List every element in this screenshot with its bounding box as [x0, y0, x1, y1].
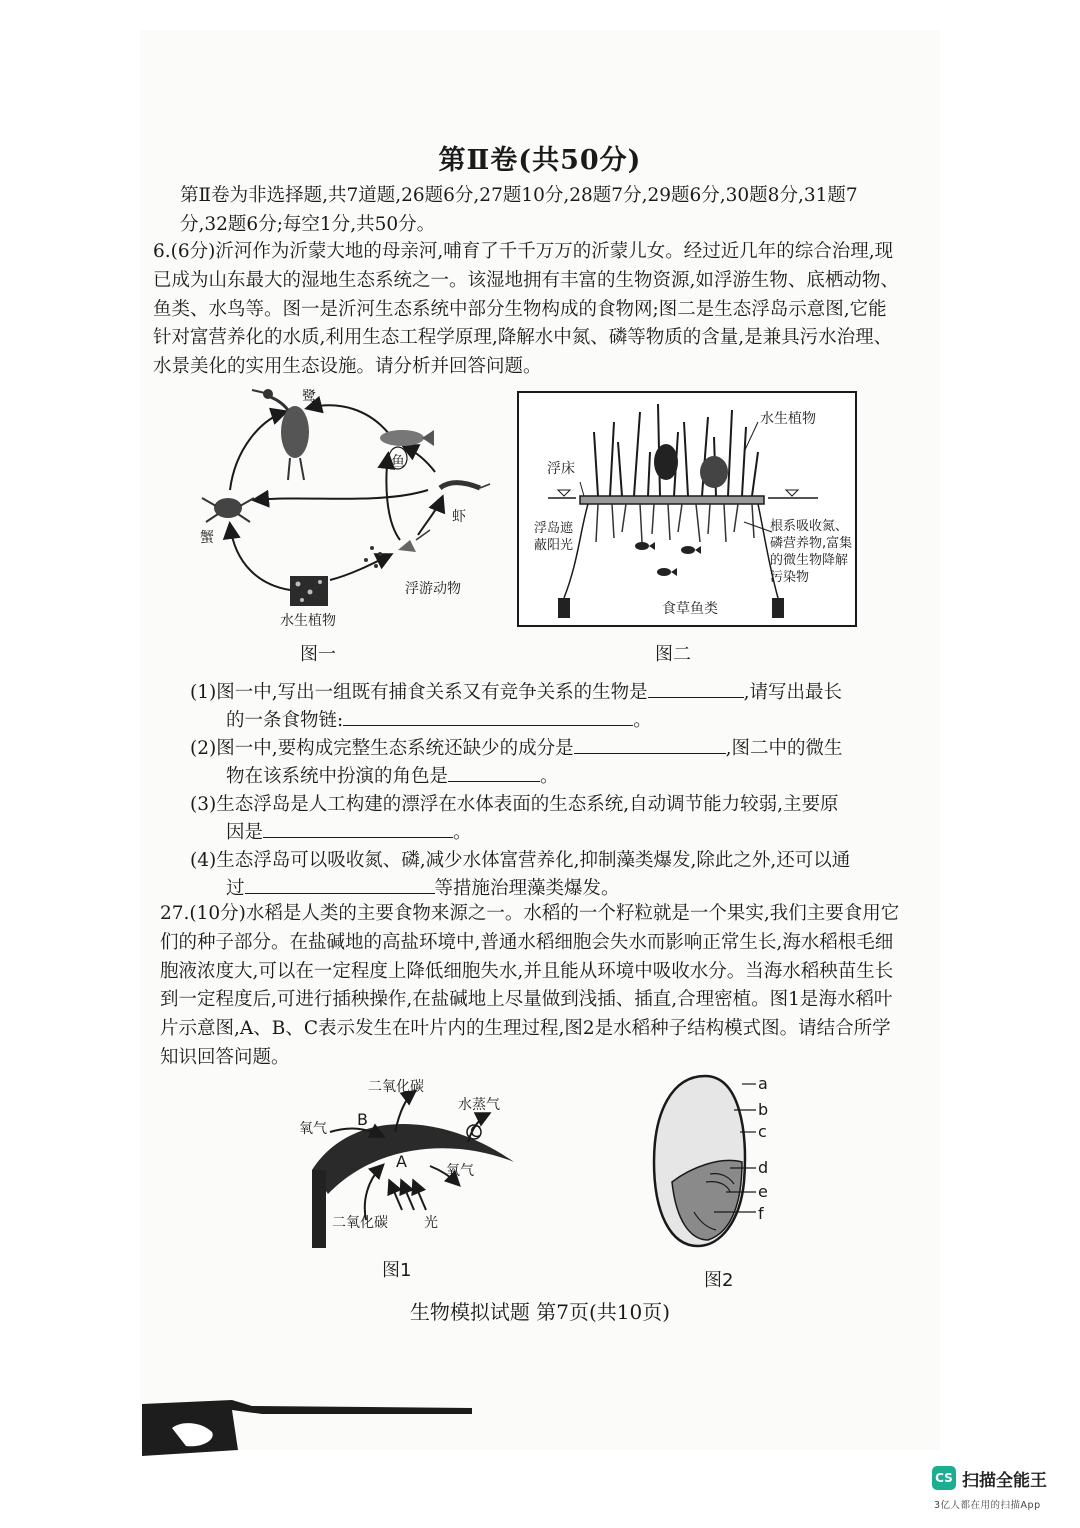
leaf-vapor-label: 水蒸气 — [458, 1097, 500, 1113]
q26-sub2-text-a: (2)图一中,要构成完整生态系统还缺少的成分是 — [190, 738, 574, 759]
zooplankton-label: 浮游动物 — [405, 581, 461, 597]
arrow-plant-crab — [230, 525, 290, 590]
q26-sub4-text-b: 过 — [226, 878, 245, 899]
q26-sub2-blank-1[interactable] — [574, 735, 726, 754]
q26-sub2-text-b: ,图二中的微生 — [725, 738, 843, 759]
seed-label-c: c — [758, 1122, 767, 1141]
q26-sub3-text-c: 。 — [453, 822, 472, 843]
fish-label: 鱼 — [391, 454, 405, 470]
q26-sub3-line2 — [226, 818, 902, 847]
fig2-bed-label: 浮床 — [547, 461, 575, 477]
q26-sub3-blank[interactable] — [263, 819, 453, 838]
q26-sub1-line2 — [226, 706, 902, 735]
crab-label: 蟹 — [200, 530, 214, 546]
leaf-o2-left-label: 氧气 — [299, 1121, 327, 1137]
anchor-right — [772, 598, 784, 618]
arrow-shrimp-crab — [255, 490, 428, 500]
seed-label-d: d — [758, 1158, 769, 1177]
heron-icon — [252, 389, 309, 480]
q26-sub2-text-d: 。 — [540, 766, 559, 787]
q26-sub1-blank-1[interactable] — [648, 679, 744, 698]
leaf-light-label: 光 — [424, 1215, 438, 1231]
q27-fig2-caption: 图2 — [704, 1270, 734, 1291]
camscanner-tagline: 3亿人都在用的扫描App — [934, 1500, 1041, 1511]
q26-sub1-text-c: 的一条食物链: — [226, 710, 344, 731]
plant-label: 水生植物 — [280, 613, 336, 629]
anchor-left — [558, 598, 570, 618]
fig2-fish-label: 食草鱼类 — [662, 601, 718, 617]
arrow-fish-heron — [308, 405, 390, 435]
q27-seed-diagram — [650, 1072, 770, 1252]
leaf-c-label: C — [470, 1122, 482, 1141]
leaf-shape — [312, 1124, 514, 1194]
light-ray-3 — [414, 1182, 426, 1210]
q26-sub4: (4)生态浮岛可以吸收氮、磷,减少水体富营养化,抑制藻类爆发,除此之外,还可以通 — [190, 850, 851, 871]
shrimp-label: 虾 — [452, 509, 466, 525]
q26-sub4-blank[interactable] — [245, 875, 435, 894]
q26-sub4-text-c: 等措施治理藻类爆发。 — [434, 878, 620, 899]
arrow-shrimp-fish — [404, 446, 435, 472]
q26-sub1-blank-2[interactable] — [343, 707, 633, 726]
fig2-shade-label: 浮岛遮蔽阳光 — [534, 521, 574, 553]
arrow-zoo-shrimp — [418, 498, 442, 535]
shrimp-icon — [440, 483, 490, 488]
q26-sub3: (3)生态浮岛是人工构建的漂浮在水体表面的生态系统,自动调节能力较弱,主要原 — [190, 794, 839, 815]
q26-sub1 — [190, 678, 902, 707]
q26-sub2-line2 — [226, 762, 902, 791]
page-footer: 生物模拟试题 第7页(共10页) — [409, 1300, 671, 1324]
section-intro: 第Ⅱ卷为非选择题,共7道题,26题6分,27题10分,28题7分,29题6分,30题8分,31题7分,32题6分;每空1分,共50分。 — [180, 185, 858, 235]
arrow-plant-zoo — [330, 555, 390, 580]
crab-icon — [202, 498, 254, 522]
seed-label-f: f — [758, 1204, 764, 1223]
section-title: 第Ⅱ卷(共50分) — [438, 145, 642, 176]
q26-sub1-text-b: ,请写出最长 — [743, 682, 842, 703]
leaf-o2-right-label: 氧气 — [446, 1163, 474, 1179]
seed-label-e: e — [758, 1182, 768, 1201]
leaf-stem — [312, 1170, 326, 1248]
seed-label-a: a — [758, 1074, 768, 1093]
q26-sub1-text-d: 。 — [633, 710, 652, 731]
fig1-caption: 图一 — [300, 644, 336, 665]
light-ray-1 — [390, 1182, 402, 1210]
q27-fig1-caption: 图1 — [382, 1260, 412, 1281]
q26-sub1-text-a: (1)图一中,写出一组既有捕食关系又有竞争关系的生物是 — [190, 682, 648, 703]
q26-sub2-blank-2[interactable] — [448, 763, 540, 782]
light-ray-2 — [402, 1182, 414, 1210]
q26-sub2 — [190, 734, 902, 763]
float-bed — [580, 496, 764, 504]
leaf-co2-top-label: 二氧化碳 — [368, 1079, 424, 1095]
camscanner-name: 扫描全能王 — [962, 1471, 1047, 1491]
q26-sub3-text-b: 因是 — [226, 822, 264, 843]
leaf-b-label: B — [357, 1110, 368, 1129]
scan-smudge — [142, 1400, 472, 1456]
arrow-crab-heron — [230, 412, 285, 490]
seed-label-b: b — [758, 1100, 769, 1119]
heron-label: 鹭 — [302, 389, 316, 405]
q26-sub4-line2 — [226, 874, 902, 903]
q26-food-web-diagram — [190, 380, 510, 630]
q26-stem: 6.(6分)沂河作为沂蒙大地的母亲河,哺育了千千万万的沂蒙儿女。经过近几年的综合治理,现已成为山东最大的湿地生态系统之一。该湿地拥有丰富的生物资源,如浮游生物、底栖动物、鱼类、水鸟等。图一是沂河生态系统中部分生物构成的食物网;图二是生态浮岛示意图,它能针对富营养化的水质,利用生态工程学原理,降解水中氮、磷等物质的含量,是兼具污水治理、水景美化的实用生态设施。请分析并回答问题。 — [153, 241, 899, 378]
q26-sub2-text-c: 物在该系统中扮演的角色是 — [226, 766, 449, 787]
leaf-a-label: A — [396, 1152, 407, 1171]
fig2-plant-label: 水生植物 — [760, 411, 816, 427]
camscanner-logo-icon: CS — [932, 1466, 956, 1490]
leaf-co2-bottom-label: 二氧化碳 — [332, 1215, 388, 1231]
fig2-roots-label: 根系吸收氮、磷营养物,富集的微生物降解污染物 — [770, 519, 853, 585]
q27-stem: 27.(10分)水稻是人类的主要食物来源之一。水稻的一个籽粒就是一个果实,我们主要食用它们的种子部分。在盐碱地的高盐环境中,普通水稻细胞会失水而影响正常生长,海水稻根毛细胞液浓度大,可以在一定程度上降低细胞失水,并且能从环境中吸收水分。当海水稻秧苗生长到一定程度后,可进行插秧操作,在盐碱地上尽量做到浅插、插直,合理密植。图1是海水稻叶片示意图,A、B、C表示发生在叶片内的生理过程,图2是水稻种子结构模式图。请结合所学知识回答问题。 — [160, 903, 900, 1068]
fig2-caption: 图二 — [655, 644, 691, 665]
